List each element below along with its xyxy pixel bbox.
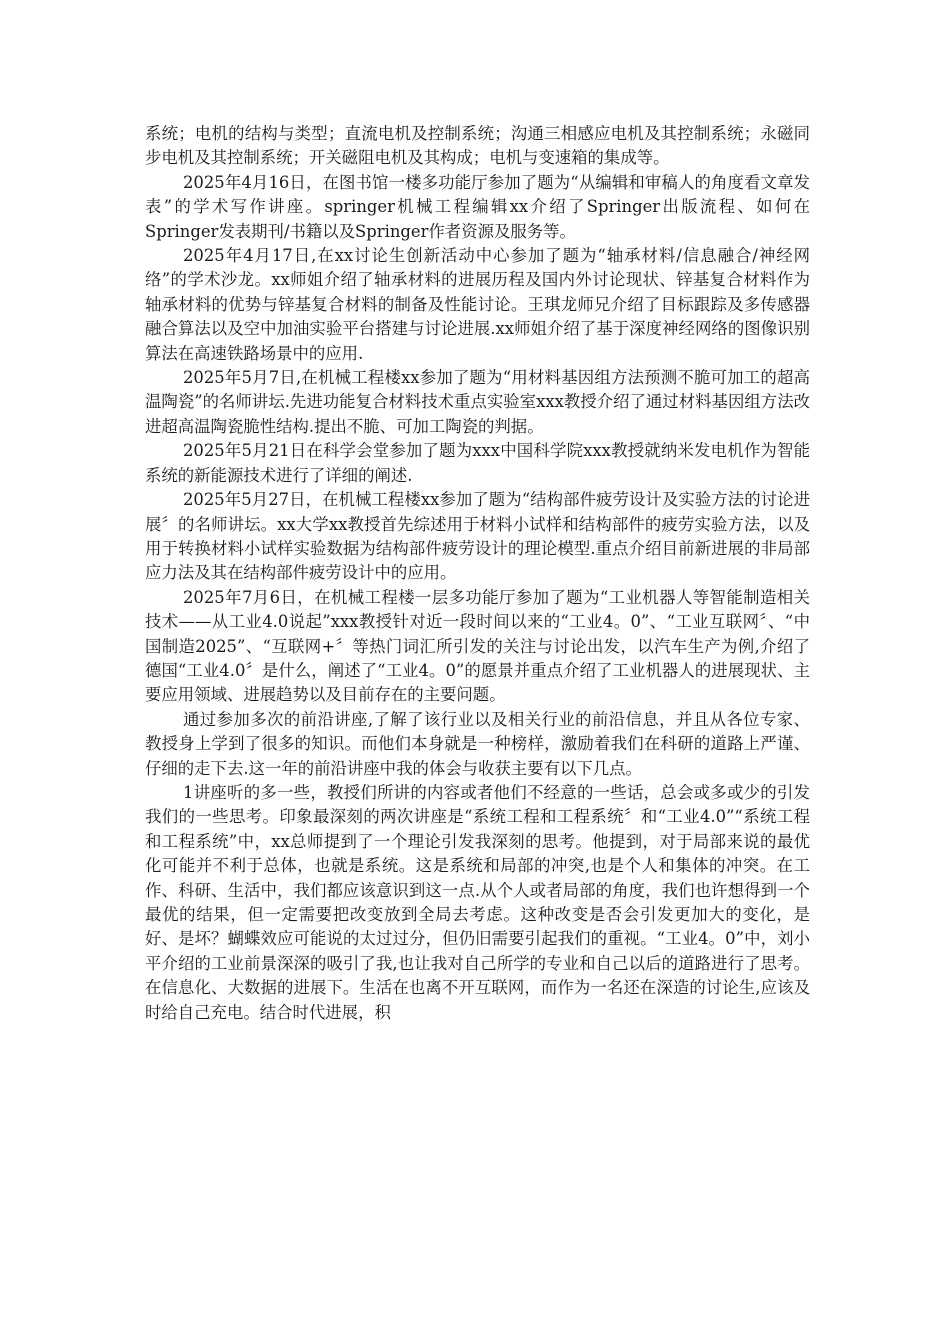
- paragraph: 2025年7月6日，在机械工程楼一层多功能厅参加了题为“工业机器人等智能制造相关技术——从工业4.0说起”xxx教授针对近一段时间以来的“工业4。0”、“工业互联网〞、“中国制造2025”、“互联网+〞等热门词汇所引发的关注与讨论出发，以汽车生产为例,介绍了德国“工业4.0〞是什么，阐述了“工业4。0”的愿景并重点介绍了工业机器人的进展现状、主要应用领域、进展趋势以及目前存在的主要问题。: [145, 587, 810, 705]
- paragraph: 系统；电机的结构与类型；直流电机及控制系统；沟通三相感应电机及其控制系统；永磁同步电机及其控制系统；开关磁阻电机及其构成；电机与变速箱的集成等。: [145, 124, 810, 168]
- paragraph: 2025年5月7日,在机械工程楼xx参加了题为“用材料基因组方法预测不脆可加工的超高温陶瓷”的名师讲坛.先进功能复合材料技术重点实验室xxx教授介绍了通过材料基因组方法改进超高温陶瓷脆性结构.提出不脆、可加工陶瓷的判据。: [145, 368, 810, 436]
- paragraph: 2025年5月27日，在机械工程楼xx参加了题为“结构部件疲劳设计及实验方法的讨论进展〞的名师讲坛。xx大学xx教授首先综述用于材料小试样和结构部件的疲劳实验方法，以及用于转换材料小试样实验数据为结构部件疲劳设计的理论模型.重点介绍目前新进展的非局部应力法及其在结构部件疲劳设计中的应用。: [145, 490, 810, 583]
- paragraph: 2025年4月16日，在图书馆一楼多功能厅参加了题为“从编辑和审稿人的角度看文章发表”的学术写作讲座。springer机械工程编辑xx介绍了Springer出版流程、如何在Springer发表期刊/书籍以及Springer作者资源及服务等。: [145, 172, 810, 241]
- paragraph: 2025年4月17日,在xx讨论生创新活动中心参加了题为“轴承材料/信息融合/神经网络”的学术沙龙。xx师姐介绍了轴承材料的进展历程及国内外讨论现状、锌基复合材料作为轴承材料的优势与锌基复合材料的制备及性能讨论。王琪龙师兄介绍了目标跟踪及多传感器融合算法以及空中加油实验平台搭建与讨论进展.xx师姐介绍了基于深度神经网络的图像识别算法在高速铁路场景中的应用.: [145, 246, 810, 363]
- paragraph: 2025年5月21日在科学会堂参加了题为xxx中国科学院xxx教授就纳米发电机作为智能系统的新能源技术进行了详细的阐述.: [145, 441, 810, 485]
- document-body: [145, 122, 810, 1025]
- paragraph: 通过参加多次的前沿讲座,了解了该行业以及相关行业的前沿信息，并且从各位专家、教授身上学到了很多的知识。而他们本身就是一种榜样，激励着我们在科研的道路上严谨、仔细的走下去.这一年的前沿讲座中我的体会与收获主要有以下几点。: [145, 709, 810, 778]
- paragraph: 1讲座听的多一些，教授们所讲的内容或者他们不经意的一些话，总会或多或少的引发我们的一些思考。印象最深刻的两次讲座是“系统工程和工程系统〞和“工业4.0”“系统工程和工程系统”中，xx总师提到了一个理论引发我深刻的思考。他提到，对于局部来说的最优化可能并不利于总体，也就是系统。这是系统和局部的冲突,也是个人和集体的冲突。在工作、科研、生活中，我们都应该意识到这一点.从个人或者局部的角度，我们也许想得到一个最优的结果，但一定需要把改变放到全局去考虑。这种改变是否会引发更加大的变化，是好、是坏？蝴蝶效应可能说的太过过分，但仍旧需要引起我们的重视。“工业4。0”中，刘小平介绍的工业前景深深的吸引了我,也让我对自己所学的专业和自己以后的道路进行了思考。在信息化、大数据的进展下。生活在也离不开互联网，而作为一名还在深造的讨论生,应该及时给自己充电。结合时代进展，积: [145, 782, 810, 1022]
